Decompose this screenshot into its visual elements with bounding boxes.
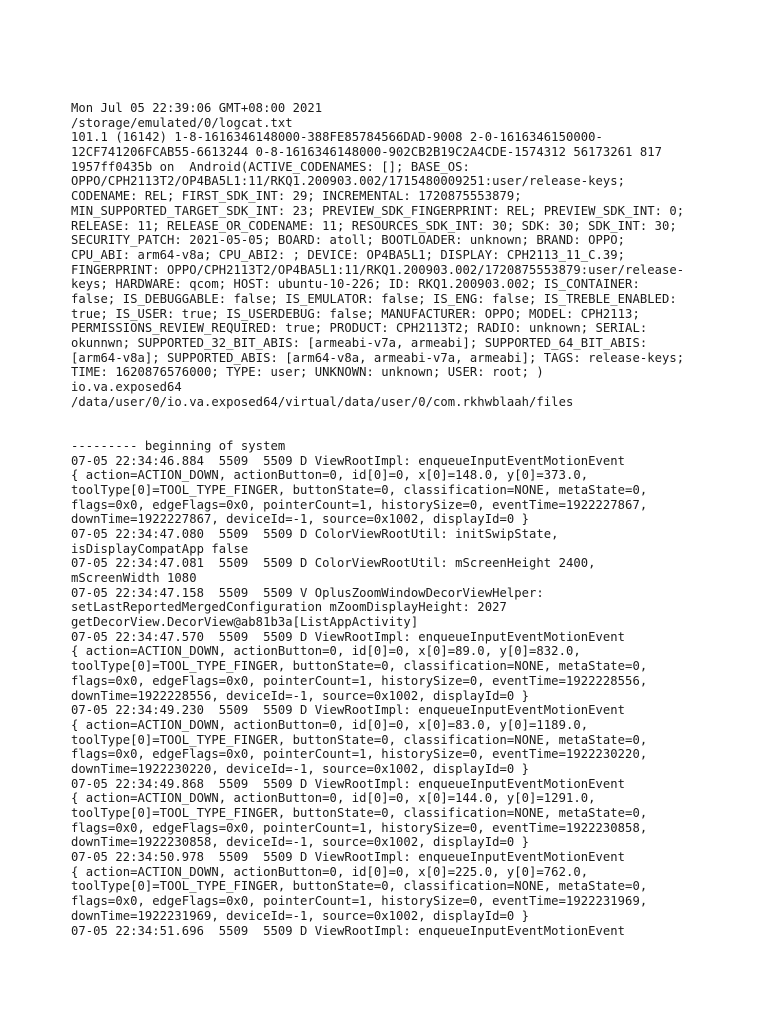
header-line: /storage/emulated/0/logcat.txt: [71, 115, 293, 130]
log-line: { action=ACTION_DOWN, actionButton=0, id[0]=0, x[0]=225.0, y[0]=762.0,: [71, 864, 589, 879]
log-line: 07-05 22:34:51.696 5509 5509 D ViewRootImpl: enqueueInputEventMotionEvent: [71, 923, 626, 938]
log-line: isDisplayCompatApp false: [71, 541, 249, 556]
log-line: 07-05 22:34:47.080 5509 5509 D ColorViewRootUtil: initSwipState,: [71, 526, 559, 541]
log-line: { action=ACTION_DOWN, actionButton=0, id[0]=0, x[0]=144.0, y[0]=1291.0,: [71, 791, 596, 806]
log-line: downTime=1922230220, deviceId=-1, source=0x1002, displayId=0 }: [71, 761, 530, 776]
log-line: { action=ACTION_DOWN, actionButton=0, id[0]=0, x[0]=83.0, y[0]=1189.0,: [71, 717, 589, 732]
header-line: /data/user/0/io.va.exposed64/virtual/data/user/0/com.rkhwblaah/files: [71, 394, 574, 409]
log-line: --------- beginning of system: [71, 438, 286, 453]
header-line: SECURITY_PATCH: 2021-05-05; BOARD: atoll; BOOTLOADER: unknown; BRAND: OPPO;: [71, 233, 626, 248]
log-line: { action=ACTION_DOWN, actionButton=0, id[0]=0, x[0]=89.0, y[0]=832.0,: [71, 644, 581, 659]
log-line: toolType[0]=TOOL_TYPE_FINGER, buttonState=0, classification=NONE, metaState=0,: [71, 482, 648, 497]
header-line: 1957ff0435b on Android(ACTIVE_CODENAMES: []; BASE_OS:: [71, 159, 470, 174]
header-line: true; IS_USER: true; IS_USERDEBUG: false; MANUFACTURER: OPPO; MODEL: CPH2113;: [71, 306, 640, 321]
log-line: downTime=1922228556, deviceId=-1, source=0x1002, displayId=0 }: [71, 688, 530, 703]
header-line: CODENAME: REL; FIRST_SDK_INT: 29; INCREMENTAL: 1720875553879;: [71, 189, 522, 204]
log-line: 07-05 22:34:50.978 5509 5509 D ViewRootImpl: enqueueInputEventMotionEvent: [71, 850, 626, 865]
header-line: RELEASE: 11; RELEASE_OR_CODENAME: 11; RESOURCES_SDK_INT: 30; SDK: 30; SDK_INT: 30;: [71, 218, 677, 233]
log-line: 07-05 22:34:47.158 5509 5509 V OplusZoomWindowDecorViewHelper:: [71, 585, 544, 600]
log-line: toolType[0]=TOOL_TYPE_FINGER, buttonState=0, classification=NONE, metaState=0,: [71, 806, 648, 821]
header-line: io.va.exposed64: [71, 380, 182, 395]
log-line: setLastReportedMergedConfiguration mZoomDisplayHeight: 2027: [71, 600, 507, 615]
header-line: keys; HARDWARE: qcom; HOST: ubuntu-10-226; ID: RKQ1.200903.002; IS_CONTAINER:: [71, 277, 640, 292]
log-line: toolType[0]=TOOL_TYPE_FINGER, buttonState=0, classification=NONE, metaState=0,: [71, 879, 648, 894]
log-line: 07-05 22:34:49.230 5509 5509 D ViewRootImpl: enqueueInputEventMotionEvent: [71, 703, 626, 718]
header-line: okunnwn; SUPPORTED_32_BIT_ABIS: [armeabi-v7a, armeabi]; SUPPORTED_64_BIT_ABIS:: [71, 336, 648, 350]
log-line: flags=0x0, edgeFlags=0x0, pointerCount=1, historySize=0, eventTime=1922231969,: [71, 894, 648, 909]
log-line: toolType[0]=TOOL_TYPE_FINGER, buttonState=0, classification=NONE, metaState=0,: [71, 732, 648, 747]
log-line: downTime=1922231969, deviceId=-1, source=0x1002, displayId=0 }: [71, 908, 530, 923]
header-line: false; IS_DEBUGGABLE: false; IS_EMULATOR: false; IS_ENG: false; IS_TREBLE_ENABLED:: [71, 291, 677, 306]
log-line: toolType[0]=TOOL_TYPE_FINGER, buttonState=0, classification=NONE, metaState=0,: [71, 659, 648, 674]
log-line: 07-05 22:34:47.081 5509 5509 D ColorViewRootUtil: mScreenHeight 2400,: [71, 556, 596, 571]
header-line: MIN_SUPPORTED_TARGET_SDK_INT: 23; PREVIEW_SDK_FINGERPRINT: REL; PREVIEW_SDK_INT: 0;: [71, 203, 685, 218]
log-line: downTime=1922227867, deviceId=-1, source=0x1002, displayId=0 }: [71, 512, 530, 527]
header-line: CPU_ABI: arm64-v8a; CPU_ABI2: ; DEVICE: OP4BA5L1; DISPLAY: CPH2113_11_C.39;: [71, 247, 626, 262]
header-line: PERMISSIONS_REVIEW_REQUIRED: true; PRODUCT: CPH2113T2; RADIO: unknown; SERIAL:: [71, 321, 648, 336]
log-document: [71, 101, 711, 938]
device-info-header: [71, 101, 711, 409]
header-line: TIME: 1620876576000; TYPE: user; UNKNOWN: unknown; USER: root; ): [71, 365, 544, 380]
header-line: 12CF741206FCAB55-6613244 0-8-1616346148000-902CB2B19C2A4CDE-1574312 56173261 817: [71, 145, 662, 160]
blank-spacer: [71, 409, 711, 438]
log-line: 07-05 22:34:49.868 5509 5509 D ViewRootImpl: enqueueInputEventMotionEvent: [71, 776, 626, 791]
log-line: 07-05 22:34:47.570 5509 5509 D ViewRootImpl: enqueueInputEventMotionEvent: [71, 629, 626, 644]
header-line: FINGERPRINT: OPPO/CPH2113T2/OP4BA5L1:11/RKQ1.200903.002/1720875553879:user/release-: [71, 262, 685, 277]
log-line: mScreenWidth 1080: [71, 571, 197, 586]
log-line: { action=ACTION_DOWN, actionButton=0, id[0]=0, x[0]=148.0, y[0]=373.0,: [71, 468, 589, 483]
log-line: downTime=1922230858, deviceId=-1, source=0x1002, displayId=0 }: [71, 835, 530, 850]
header-line: [arm64-v8a]; SUPPORTED_ABIS: [arm64-v8a, armeabi-v7a, armeabi]; TAGS: release-keys;: [71, 350, 685, 365]
log-line: flags=0x0, edgeFlags=0x0, pointerCount=1, historySize=0, eventTime=1922227867,: [71, 497, 648, 512]
log-line: flags=0x0, edgeFlags=0x0, pointerCount=1, historySize=0, eventTime=1922228556,: [71, 673, 648, 688]
header-line: 101.1 (16142) 1-8-1616346148000-388FE85784566DAD-9008 2-0-1616346150000-: [71, 130, 603, 145]
header-line: Mon Jul 05 22:39:06 GMT+08:00 2021: [71, 101, 323, 115]
log-line: flags=0x0, edgeFlags=0x0, pointerCount=1, historySize=0, eventTime=1922230858,: [71, 820, 648, 835]
log-line: getDecorView.DecorView@ab81b3a[ListAppActivity]: [71, 615, 419, 630]
header-line: OPPO/CPH2113T2/OP4BA5L1:11/RKQ1.200903.002/1715480009251:user/release-keys;: [71, 174, 626, 189]
log-line: flags=0x0, edgeFlags=0x0, pointerCount=1, historySize=0, eventTime=1922230220,: [71, 747, 648, 762]
log-line: 07-05 22:34:46.884 5509 5509 D ViewRootImpl: enqueueInputEventMotionEvent: [71, 453, 626, 468]
logcat-entries: [71, 439, 711, 938]
